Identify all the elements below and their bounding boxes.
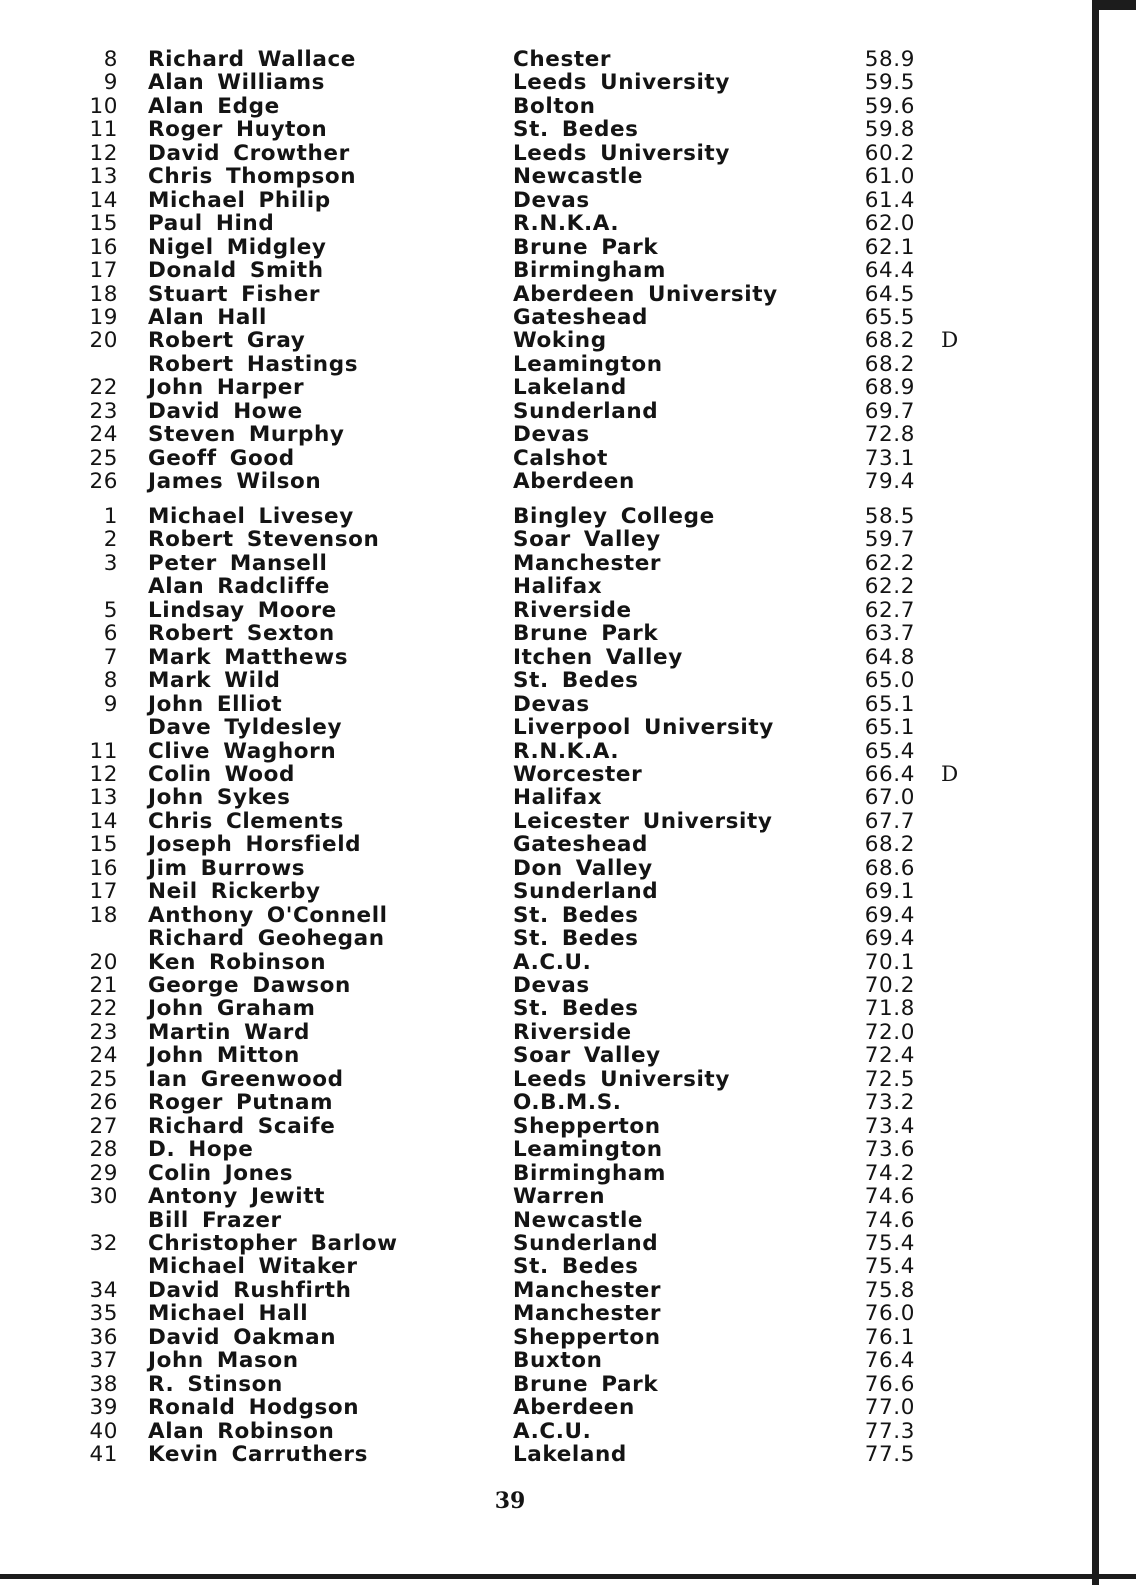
result-row bbox=[0, 1255, 1136, 1279]
club-name: Leamington bbox=[513, 1137, 663, 1163]
competitor-name: Ian Greenwood bbox=[148, 1066, 344, 1092]
result-time: 64.8 bbox=[864, 644, 915, 670]
competitor-name: Robert Gray bbox=[148, 328, 306, 354]
result-time: 74.6 bbox=[864, 1184, 915, 1210]
position-number: 8 bbox=[103, 668, 118, 694]
competitor-name: Michael Witaker bbox=[148, 1254, 358, 1280]
result-row bbox=[0, 1138, 1136, 1162]
position-number: 10 bbox=[89, 93, 118, 119]
result-time: 75.4 bbox=[864, 1230, 915, 1256]
position-number: 22 bbox=[89, 996, 118, 1022]
result-time: 69.1 bbox=[864, 879, 915, 905]
result-time: 59.5 bbox=[864, 70, 915, 96]
competitor-name: John Elliot bbox=[148, 691, 283, 717]
competitor-name: Michael Philip bbox=[148, 187, 331, 213]
position-number: 8 bbox=[103, 47, 118, 72]
club-name: Birmingham bbox=[513, 258, 667, 284]
result-row bbox=[0, 1115, 1136, 1139]
position-number: 34 bbox=[89, 1277, 118, 1303]
club-name: Sunderland bbox=[513, 879, 659, 905]
competitor-name: Paul Hind bbox=[148, 211, 275, 237]
club-name: Sunderland bbox=[513, 398, 659, 424]
club-name: Liverpool University bbox=[513, 715, 774, 741]
result-row bbox=[0, 552, 1136, 576]
club-name: Sunderland bbox=[513, 1230, 659, 1256]
result-time: 62.1 bbox=[864, 234, 915, 260]
competitor-name: Roger Putnam bbox=[148, 1090, 334, 1116]
club-name: Lakeland bbox=[513, 375, 627, 401]
result-row bbox=[0, 71, 1136, 95]
position-number: 41 bbox=[89, 1442, 118, 1467]
result-time: 62.0 bbox=[864, 211, 915, 237]
position-number: 18 bbox=[89, 281, 118, 307]
result-row bbox=[0, 646, 1136, 670]
club-name: St. Bedes bbox=[513, 117, 639, 143]
result-row bbox=[0, 1326, 1136, 1350]
result-time: 62.2 bbox=[864, 550, 915, 576]
result-time: 68.6 bbox=[864, 855, 915, 881]
position-number: 13 bbox=[89, 164, 118, 190]
competitor-name: David Oakman bbox=[148, 1324, 337, 1350]
competitor-name: Antony Jewitt bbox=[148, 1184, 325, 1210]
position-number: 37 bbox=[89, 1348, 118, 1374]
competitor-name: Alan Hall bbox=[148, 304, 267, 330]
position-number: 14 bbox=[89, 808, 118, 834]
result-time: 72.0 bbox=[864, 1019, 915, 1045]
position-number: 29 bbox=[89, 1160, 118, 1186]
result-time: 61.4 bbox=[864, 187, 915, 213]
result-time: 68.2 bbox=[864, 351, 915, 377]
competitor-name: Robert Stevenson bbox=[148, 527, 380, 553]
competitor-name: Mark Wild bbox=[148, 668, 281, 694]
club-name: Devas bbox=[513, 422, 590, 448]
club-name: Buxton bbox=[513, 1348, 603, 1374]
result-row bbox=[0, 1396, 1136, 1420]
club-name: St. Bedes bbox=[513, 1254, 639, 1280]
result-row bbox=[0, 740, 1136, 764]
competitor-name: Kevin Carruthers bbox=[148, 1442, 369, 1467]
result-note: D bbox=[941, 328, 959, 354]
club-name: Gateshead bbox=[513, 832, 648, 858]
competitor-name: Anthony O'Connell bbox=[148, 902, 388, 928]
competitor-name: Clive Waghorn bbox=[148, 738, 337, 764]
page-edge-bottom bbox=[0, 1574, 1136, 1579]
result-time: 65.1 bbox=[864, 691, 915, 717]
result-time: 66.4 bbox=[864, 761, 915, 787]
club-name: St. Bedes bbox=[513, 996, 639, 1022]
result-row bbox=[0, 505, 1136, 529]
result-row bbox=[0, 1209, 1136, 1233]
result-time: 76.4 bbox=[864, 1348, 915, 1374]
result-time: 73.4 bbox=[864, 1113, 915, 1139]
result-time: 73.2 bbox=[864, 1090, 915, 1116]
position-number: 17 bbox=[89, 258, 118, 284]
result-row bbox=[0, 904, 1136, 928]
result-time: 77.3 bbox=[864, 1418, 915, 1444]
result-row bbox=[0, 1185, 1136, 1209]
result-time: 62.2 bbox=[864, 574, 915, 600]
result-time: 61.0 bbox=[864, 164, 915, 190]
result-time: 77.0 bbox=[864, 1395, 915, 1421]
result-time: 74.6 bbox=[864, 1207, 915, 1233]
position-number: 14 bbox=[89, 187, 118, 213]
club-name: Riverside bbox=[513, 597, 632, 623]
competitor-name: John Sykes bbox=[148, 785, 291, 811]
result-row bbox=[0, 880, 1136, 904]
result-row bbox=[0, 376, 1136, 400]
result-time: 75.4 bbox=[864, 1254, 915, 1280]
result-row bbox=[0, 1302, 1136, 1326]
competitor-name: Mark Matthews bbox=[148, 644, 349, 670]
position-number: 16 bbox=[89, 855, 118, 881]
result-row bbox=[0, 1091, 1136, 1115]
competitor-name: Stuart Fisher bbox=[148, 281, 321, 307]
result-row bbox=[0, 1232, 1136, 1256]
result-row bbox=[0, 622, 1136, 646]
position-number: 35 bbox=[89, 1301, 118, 1327]
competitor-name: Chris Clements bbox=[148, 808, 344, 834]
club-name: Shepperton bbox=[513, 1324, 661, 1350]
club-name: Leicester University bbox=[513, 808, 773, 834]
result-time: 68.9 bbox=[864, 375, 915, 401]
club-name: Aberdeen bbox=[513, 1395, 635, 1421]
result-time: 68.2 bbox=[864, 832, 915, 858]
competitor-name: Michael Hall bbox=[148, 1301, 309, 1327]
position-number: 15 bbox=[89, 832, 118, 858]
result-time: 69.4 bbox=[864, 902, 915, 928]
club-name: Shepperton bbox=[513, 1113, 661, 1139]
result-time: 70.2 bbox=[864, 973, 915, 998]
result-row bbox=[0, 329, 1136, 353]
result-time: 58.9 bbox=[864, 47, 915, 72]
competitor-name: Lindsay Moore bbox=[148, 597, 337, 623]
competitor-name: Joseph Horsfield bbox=[148, 832, 362, 858]
competitor-name: Dave Tyldesley bbox=[148, 715, 343, 741]
result-time: 68.2 bbox=[864, 328, 915, 354]
result-row bbox=[0, 283, 1136, 307]
club-name: Manchester bbox=[513, 1301, 662, 1327]
result-time: 65.1 bbox=[864, 715, 915, 741]
competitor-name: Richard Geohegan bbox=[148, 926, 385, 952]
club-name: Lakeland bbox=[513, 1442, 627, 1467]
club-name: Aberdeen University bbox=[513, 281, 778, 307]
position-number: 9 bbox=[103, 691, 118, 717]
result-row bbox=[0, 1021, 1136, 1045]
competitor-name: Colin Wood bbox=[148, 761, 295, 787]
position-number: 16 bbox=[89, 234, 118, 260]
result-row bbox=[0, 763, 1136, 787]
result-row bbox=[0, 1279, 1136, 1303]
page-edge-corner bbox=[1092, 0, 1136, 10]
club-name: O.B.M.S. bbox=[513, 1090, 622, 1116]
result-time: 77.5 bbox=[864, 1442, 915, 1467]
result-time: 73.1 bbox=[864, 445, 915, 471]
result-time: 65.5 bbox=[864, 304, 915, 330]
competitor-name: Martin Ward bbox=[148, 1019, 310, 1045]
position-number: 12 bbox=[89, 761, 118, 787]
result-row bbox=[0, 1373, 1136, 1397]
result-row bbox=[0, 48, 1136, 72]
competitor-name: Neil Rickerby bbox=[148, 879, 321, 905]
result-time: 71.8 bbox=[864, 996, 915, 1022]
result-row bbox=[0, 927, 1136, 951]
club-name: Manchester bbox=[513, 1277, 662, 1303]
result-time: 58.5 bbox=[864, 504, 915, 529]
competitor-name: George Dawson bbox=[148, 973, 351, 998]
position-number: 40 bbox=[89, 1418, 118, 1444]
club-name: Soar Valley bbox=[513, 527, 661, 553]
position-number: 7 bbox=[103, 644, 118, 670]
competitor-name: John Mason bbox=[148, 1348, 299, 1374]
result-row bbox=[0, 716, 1136, 740]
position-number: 32 bbox=[89, 1230, 118, 1256]
position-number: 27 bbox=[89, 1113, 118, 1139]
result-time: 64.5 bbox=[864, 281, 915, 307]
result-row bbox=[0, 1068, 1136, 1092]
result-row bbox=[0, 189, 1136, 213]
result-row bbox=[0, 306, 1136, 330]
position-number: 20 bbox=[89, 949, 118, 975]
result-row bbox=[0, 528, 1136, 552]
club-name: Riverside bbox=[513, 1019, 632, 1045]
result-row bbox=[0, 810, 1136, 834]
competitor-name: John Graham bbox=[148, 996, 316, 1022]
result-row bbox=[0, 1162, 1136, 1186]
club-name: Warren bbox=[513, 1184, 606, 1210]
competitor-name: Donald Smith bbox=[148, 258, 324, 284]
club-name: Bolton bbox=[513, 93, 596, 119]
result-row bbox=[0, 165, 1136, 189]
club-name: St. Bedes bbox=[513, 926, 639, 952]
position-number: 11 bbox=[89, 117, 118, 143]
result-time: 59.8 bbox=[864, 117, 915, 143]
position-number: 39 bbox=[89, 1395, 118, 1421]
result-row bbox=[0, 447, 1136, 471]
club-name: Brune Park bbox=[513, 234, 659, 260]
result-row bbox=[0, 1420, 1136, 1444]
result-row bbox=[0, 1044, 1136, 1068]
page-number: 39 bbox=[494, 1488, 526, 1514]
result-time: 73.6 bbox=[864, 1137, 915, 1163]
result-time: 74.2 bbox=[864, 1160, 915, 1186]
result-time: 69.7 bbox=[864, 398, 915, 424]
result-row bbox=[0, 833, 1136, 857]
club-name: A.C.U. bbox=[513, 949, 592, 975]
position-number: 24 bbox=[89, 422, 118, 448]
club-name: A.C.U. bbox=[513, 1418, 592, 1444]
club-name: Leeds University bbox=[513, 140, 730, 166]
competitor-name: Nigel Midgley bbox=[148, 234, 327, 260]
position-number: 11 bbox=[89, 738, 118, 764]
competitor-name: Geoff Good bbox=[148, 445, 295, 471]
result-time: 75.8 bbox=[864, 1277, 915, 1303]
position-number: 25 bbox=[89, 1066, 118, 1092]
club-name: Devas bbox=[513, 691, 590, 717]
competitor-name: Alan Robinson bbox=[148, 1418, 335, 1444]
competitor-name: Bill Frazer bbox=[148, 1207, 282, 1233]
result-time: 69.4 bbox=[864, 926, 915, 952]
club-name: St. Bedes bbox=[513, 902, 639, 928]
club-name: Leeds University bbox=[513, 1066, 730, 1092]
competitor-name: D. Hope bbox=[148, 1137, 254, 1163]
competitor-name: David Crowther bbox=[148, 140, 350, 166]
position-number: 9 bbox=[103, 70, 118, 96]
result-time: 62.7 bbox=[864, 597, 915, 623]
position-number: 25 bbox=[89, 445, 118, 471]
competitor-name: Richard Scaife bbox=[148, 1113, 336, 1139]
result-row bbox=[0, 259, 1136, 283]
competitor-name: Ronald Hodgson bbox=[148, 1395, 360, 1421]
club-name: R.N.K.A. bbox=[513, 738, 620, 764]
position-number: 23 bbox=[89, 398, 118, 424]
position-number: 1 bbox=[103, 504, 118, 529]
position-number: 26 bbox=[89, 469, 118, 495]
result-time: 72.5 bbox=[864, 1066, 915, 1092]
result-note: D bbox=[941, 761, 959, 787]
competitor-name: R. Stinson bbox=[148, 1371, 283, 1397]
result-time: 76.1 bbox=[864, 1324, 915, 1350]
result-time: 65.0 bbox=[864, 668, 915, 694]
position-number: 13 bbox=[89, 785, 118, 811]
club-name: Halifax bbox=[513, 785, 603, 811]
position-number: 12 bbox=[89, 140, 118, 166]
competitor-name: James Wilson bbox=[148, 469, 322, 495]
competitor-name: Alan Radcliffe bbox=[148, 574, 330, 600]
result-row bbox=[0, 142, 1136, 166]
result-time: 63.7 bbox=[864, 621, 915, 647]
position-number: 15 bbox=[89, 211, 118, 237]
result-row bbox=[0, 423, 1136, 447]
competitor-name: Robert Sexton bbox=[148, 621, 335, 647]
club-name: Devas bbox=[513, 973, 590, 998]
club-name: Woking bbox=[513, 328, 607, 354]
club-name: Leeds University bbox=[513, 70, 730, 96]
result-row bbox=[0, 353, 1136, 377]
club-name: Gateshead bbox=[513, 304, 648, 330]
result-row bbox=[0, 118, 1136, 142]
club-name: Devas bbox=[513, 187, 590, 213]
club-name: Calshot bbox=[513, 445, 609, 471]
competitor-name: John Harper bbox=[148, 375, 305, 401]
result-row bbox=[0, 669, 1136, 693]
competitor-name: Alan Edge bbox=[148, 93, 280, 119]
competitor-name: David Rushfirth bbox=[148, 1277, 352, 1303]
position-number: 18 bbox=[89, 902, 118, 928]
competitor-name: Steven Murphy bbox=[148, 422, 345, 448]
club-name: Brune Park bbox=[513, 621, 659, 647]
competitor-name: Ken Robinson bbox=[148, 949, 327, 975]
competitor-name: Michael Livesey bbox=[148, 504, 354, 529]
club-name: Brune Park bbox=[513, 1371, 659, 1397]
result-row bbox=[0, 786, 1136, 810]
club-name: R.N.K.A. bbox=[513, 211, 620, 237]
result-time: 67.0 bbox=[864, 785, 915, 811]
result-row bbox=[0, 400, 1136, 424]
position-number: 30 bbox=[89, 1184, 118, 1210]
club-name: Worcester bbox=[513, 761, 643, 787]
position-number: 38 bbox=[89, 1371, 118, 1397]
club-name: Don Valley bbox=[513, 855, 653, 881]
position-number: 19 bbox=[89, 304, 118, 330]
result-time: 64.4 bbox=[864, 258, 915, 284]
position-number: 22 bbox=[89, 375, 118, 401]
position-number: 5 bbox=[103, 597, 118, 623]
result-time: 60.2 bbox=[864, 140, 915, 166]
position-number: 23 bbox=[89, 1019, 118, 1045]
position-number: 2 bbox=[103, 527, 118, 553]
club-name: Bingley College bbox=[513, 504, 715, 529]
position-number: 26 bbox=[89, 1090, 118, 1116]
competitor-name: Alan Williams bbox=[148, 70, 326, 96]
result-row bbox=[0, 974, 1136, 998]
club-name: St. Bedes bbox=[513, 668, 639, 694]
club-name: Birmingham bbox=[513, 1160, 667, 1186]
competitor-name: Colin Jones bbox=[148, 1160, 294, 1186]
result-row bbox=[0, 693, 1136, 717]
position-number: 28 bbox=[89, 1137, 118, 1163]
club-name: Manchester bbox=[513, 550, 662, 576]
competitor-name: Roger Huyton bbox=[148, 117, 328, 143]
club-name: Halifax bbox=[513, 574, 603, 600]
club-name: Chester bbox=[513, 47, 612, 72]
result-time: 76.6 bbox=[864, 1371, 915, 1397]
result-time: 65.4 bbox=[864, 738, 915, 764]
result-row bbox=[0, 575, 1136, 599]
position-number: 24 bbox=[89, 1043, 118, 1069]
club-name: Aberdeen bbox=[513, 469, 635, 495]
competitor-name: Robert Hastings bbox=[148, 351, 359, 377]
result-time: 72.4 bbox=[864, 1043, 915, 1069]
club-name: Soar Valley bbox=[513, 1043, 661, 1069]
result-row bbox=[0, 1349, 1136, 1373]
club-name: Newcastle bbox=[513, 1207, 644, 1233]
position-number: 21 bbox=[89, 973, 118, 998]
competitor-name: Chris Thompson bbox=[148, 164, 357, 190]
result-time: 59.6 bbox=[864, 93, 915, 119]
result-time: 76.0 bbox=[864, 1301, 915, 1327]
club-name: Itchen Valley bbox=[513, 644, 683, 670]
competitor-name: Jim Burrows bbox=[148, 855, 306, 881]
result-row bbox=[0, 470, 1136, 494]
result-row bbox=[0, 95, 1136, 119]
position-number: 3 bbox=[103, 550, 118, 576]
result-row bbox=[0, 1443, 1136, 1467]
result-time: 70.1 bbox=[864, 949, 915, 975]
result-time: 67.7 bbox=[864, 808, 915, 834]
result-time: 72.8 bbox=[864, 422, 915, 448]
position-number: 36 bbox=[89, 1324, 118, 1350]
competitor-name: Peter Mansell bbox=[148, 550, 328, 576]
competitor-name: David Howe bbox=[148, 398, 303, 424]
result-time: 59.7 bbox=[864, 527, 915, 553]
competitor-name: Christopher Barlow bbox=[148, 1230, 398, 1256]
result-row bbox=[0, 951, 1136, 975]
result-row bbox=[0, 857, 1136, 881]
result-time: 79.4 bbox=[864, 469, 915, 495]
result-row bbox=[0, 236, 1136, 260]
result-row bbox=[0, 997, 1136, 1021]
competitor-name: John Mitton bbox=[148, 1043, 300, 1069]
result-row bbox=[0, 599, 1136, 623]
result-row bbox=[0, 212, 1136, 236]
club-name: Newcastle bbox=[513, 164, 644, 190]
position-number: 17 bbox=[89, 879, 118, 905]
position-number: 6 bbox=[103, 621, 118, 647]
position-number: 20 bbox=[89, 328, 118, 354]
competitor-name: Richard Wallace bbox=[148, 47, 356, 72]
club-name: Leamington bbox=[513, 351, 663, 377]
